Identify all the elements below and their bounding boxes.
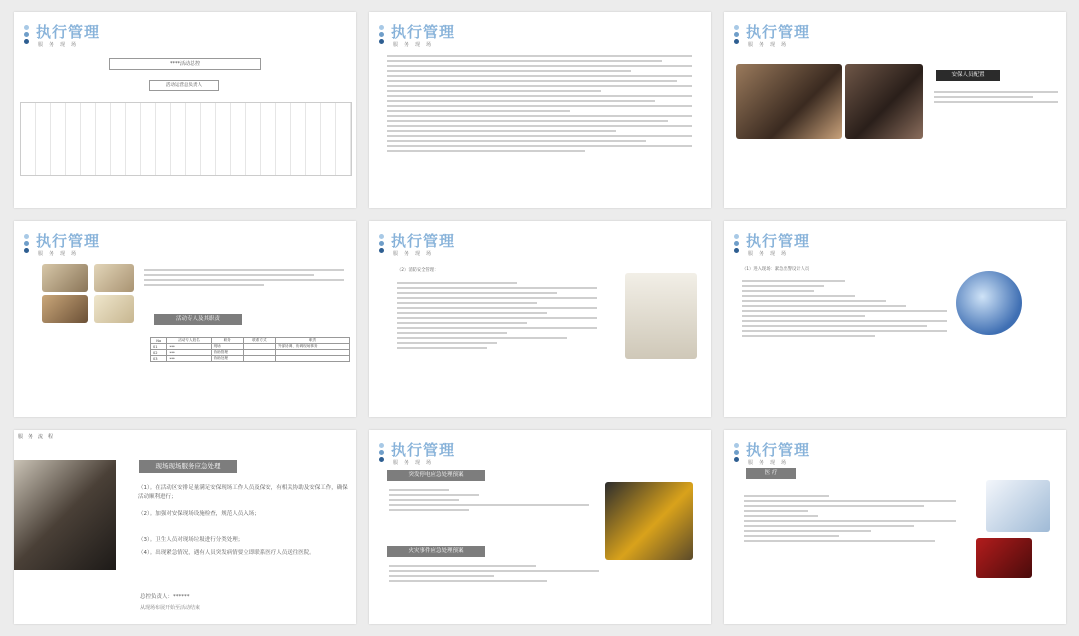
logo-title: 执行管理 — [36, 232, 101, 250]
logo-title: 执行管理 — [746, 441, 811, 459]
blue-helmet-photo — [956, 271, 1022, 335]
fire-extinguisher-photo — [625, 273, 697, 359]
table-header: 职责 — [275, 338, 349, 344]
logo-dots-icon — [24, 234, 29, 255]
table-cell: 现场 — [211, 344, 243, 350]
slide-9[interactable] — [724, 430, 1066, 624]
onsite-banner: 现场现场服务应急处理 — [139, 460, 237, 473]
slide-6[interactable] — [724, 221, 1066, 417]
logo-subtitle: 服务现场 — [748, 251, 793, 257]
logo-dots-icon — [734, 234, 739, 255]
fire-event-banner: 火灾事件应急处理预案 — [387, 546, 485, 557]
logo-subtitle: 服务现场 — [393, 42, 438, 48]
slide-4[interactable] — [14, 221, 356, 417]
logo-title: 执行管理 — [391, 232, 456, 250]
org-chart-sub-box: 活动运营总负责人 — [149, 80, 219, 91]
table-header: No — [151, 338, 167, 344]
table-cell: 03 — [151, 356, 167, 362]
logo-title: 执行管理 — [391, 441, 456, 459]
slide-1[interactable] — [14, 12, 356, 208]
logo-subtitle: 服务现场 — [38, 42, 83, 48]
logo-subtitle: 服务现场 — [393, 460, 438, 466]
fire-safety-heading: （2）消防安全管理： — [397, 268, 439, 273]
logo-dots-icon — [379, 443, 384, 464]
logo-dots-icon — [379, 234, 384, 255]
first-aid-kit-photo — [976, 538, 1032, 578]
onsite-item-3: （3）。卫生人员对现场垃圾进行分类处理； — [138, 537, 244, 543]
emergency-heading: （1）进入现场：紧急出警设计人员 — [742, 267, 810, 272]
logo-dots-icon — [379, 25, 384, 46]
bodyguard-photo — [845, 64, 923, 139]
medical-banner: 医 疗 — [746, 468, 796, 479]
table-cell: 协助管理 — [211, 350, 243, 356]
onsite-sign-2: 从现场布展开始至活动结束 — [140, 605, 201, 611]
logo-subtitle: 服务现场 — [748, 42, 793, 48]
logo-dots-icon — [24, 25, 29, 46]
table-header: 活动专人姓名 — [167, 338, 211, 344]
section-label: 服务流程 — [18, 434, 59, 440]
logo-subtitle: 服务现场 — [38, 251, 83, 257]
medical-text-lines — [744, 492, 956, 545]
onsite-item-1: （1）。在活动区安排足量满足安保现场工作人员及保安，有相关协助及安保工作，确保活动顺利进行； — [138, 485, 348, 500]
table-cell — [275, 356, 349, 362]
slide-3[interactable] — [724, 12, 1066, 208]
onsite-sign: 总控负责人：****** — [140, 594, 190, 600]
table-header: 职务 — [211, 338, 243, 344]
logo-subtitle: 服务现场 — [393, 251, 438, 257]
power-outage-banner: 突发停电应急处理预案 — [387, 470, 485, 481]
power-outage-text-lines — [389, 486, 589, 514]
slide-5[interactable] — [369, 221, 711, 417]
signing-photo — [42, 264, 88, 292]
slide-8[interactable] — [369, 430, 711, 624]
security-team-photo — [736, 64, 842, 139]
staff-table — [150, 337, 350, 362]
paper-photo — [94, 295, 134, 323]
logo-title: 执行管理 — [746, 232, 811, 250]
crowd-photo — [14, 460, 116, 570]
body-text-lines — [387, 52, 692, 155]
logo-title: 执行管理 — [36, 23, 101, 41]
table-cell: 外部协调、协调现场事务 — [275, 344, 349, 350]
slide-2[interactable] — [369, 12, 711, 208]
logo-subtitle: 服务现场 — [748, 460, 793, 466]
fire-event-text-lines — [389, 562, 599, 585]
pen-photo — [94, 264, 134, 292]
writing-photo — [42, 295, 88, 323]
table-cell: 01 — [151, 344, 167, 350]
table-cell: *** — [167, 350, 211, 356]
table-cell — [243, 356, 275, 362]
fire-safety-text-lines — [397, 279, 597, 352]
security-banner: 安保人员配置 — [936, 70, 1000, 81]
table-row — [151, 356, 350, 362]
org-chart-top-box: ****活动总控 — [109, 58, 261, 70]
onsite-item-2: （2）。加强对安保现场设施检查，规范人员入场； — [138, 511, 260, 517]
intro-text-lines — [144, 266, 344, 289]
table-header: 联系方式 — [243, 338, 275, 344]
logo-title: 执行管理 — [391, 23, 456, 41]
table-cell: 02 — [151, 350, 167, 356]
nurse-photo — [986, 480, 1050, 532]
table-cell: *** — [167, 356, 211, 362]
logo-dots-icon — [734, 443, 739, 464]
slide-7[interactable] — [14, 430, 356, 624]
table-cell: 协助处理 — [211, 356, 243, 362]
security-text-lines — [934, 88, 1058, 106]
staff-banner: 活动专人及其职责 — [154, 314, 242, 325]
electrician-photo — [605, 482, 693, 560]
logo-dots-icon — [734, 25, 739, 46]
emergency-text-lines — [742, 277, 947, 340]
onsite-item-4: （4）。出现紧急情况，遇有人员突发病情要立即联系医疗人员送往医院。 — [138, 550, 315, 556]
table-cell: *** — [167, 344, 211, 350]
logo-title: 执行管理 — [746, 23, 811, 41]
org-chart-lower-grid — [20, 102, 352, 176]
